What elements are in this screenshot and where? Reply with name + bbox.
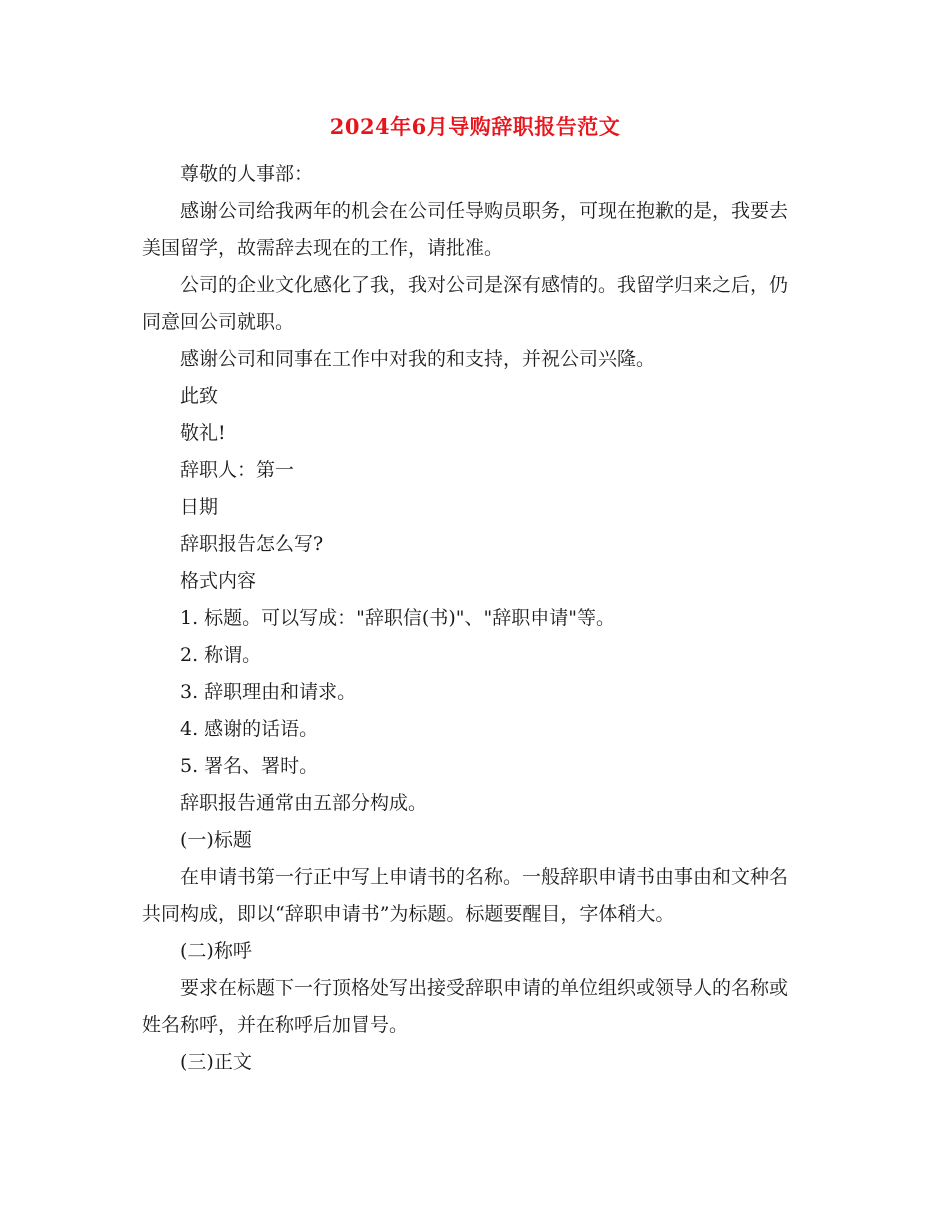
section-heading: (三)正文	[180, 1051, 252, 1073]
date-line: 日期	[180, 496, 219, 518]
paragraph: 公司的企业文化感化了我，我对公司是深有感情的。我留学归来之后，仍同意回公司就职。	[142, 274, 789, 333]
document-body	[142, 156, 806, 1081]
section-heading: (一)标题	[180, 829, 252, 851]
section-heading: 格式内容	[180, 570, 257, 592]
document-title: 2024年6月导购辞职报告范文	[329, 114, 621, 139]
paragraph: 感谢公司和同事在工作中对我的和支持，并祝公司兴隆。	[180, 348, 656, 370]
paragraph: 要求在标题下一行顶格处写出接受辞职申请的单位组织或领导人的名称或姓名称呼，并在称呼后加冒号。	[142, 977, 789, 1036]
closing-line: 此致	[180, 385, 219, 407]
paragraph: 感谢公司给我两年的机会在公司任导购员职务，可现在抱歉的是，我要去美国留学，故需辞去现在的工作，请批准。	[142, 200, 789, 259]
list-item: 5. 署名、署时。	[180, 755, 319, 777]
closing-line: 敬礼!	[180, 422, 226, 444]
paragraph: 辞职报告通常由五部分构成。	[180, 792, 428, 814]
section-heading: (二)称呼	[180, 940, 252, 962]
list-item: 4. 感谢的话语。	[180, 718, 319, 740]
paragraph: 在申请书第一行正中写上申请书的名称。一般辞职申请书由事由和文种名共同构成，即以“辞职申请书”为标题。标题要醒目，字体稍大。	[142, 866, 789, 925]
signature-line: 辞职人：第一	[180, 459, 295, 481]
section-heading: 辞职报告怎么写?	[180, 533, 324, 555]
list-item: 1. 标题。可以写成："辞职信(书)"、"辞职申请"等。	[180, 607, 615, 629]
list-item: 3. 辞职理由和请求。	[180, 681, 357, 703]
salutation: 尊敬的人事部：	[180, 163, 314, 185]
list-item: 2. 称谓。	[180, 644, 262, 666]
